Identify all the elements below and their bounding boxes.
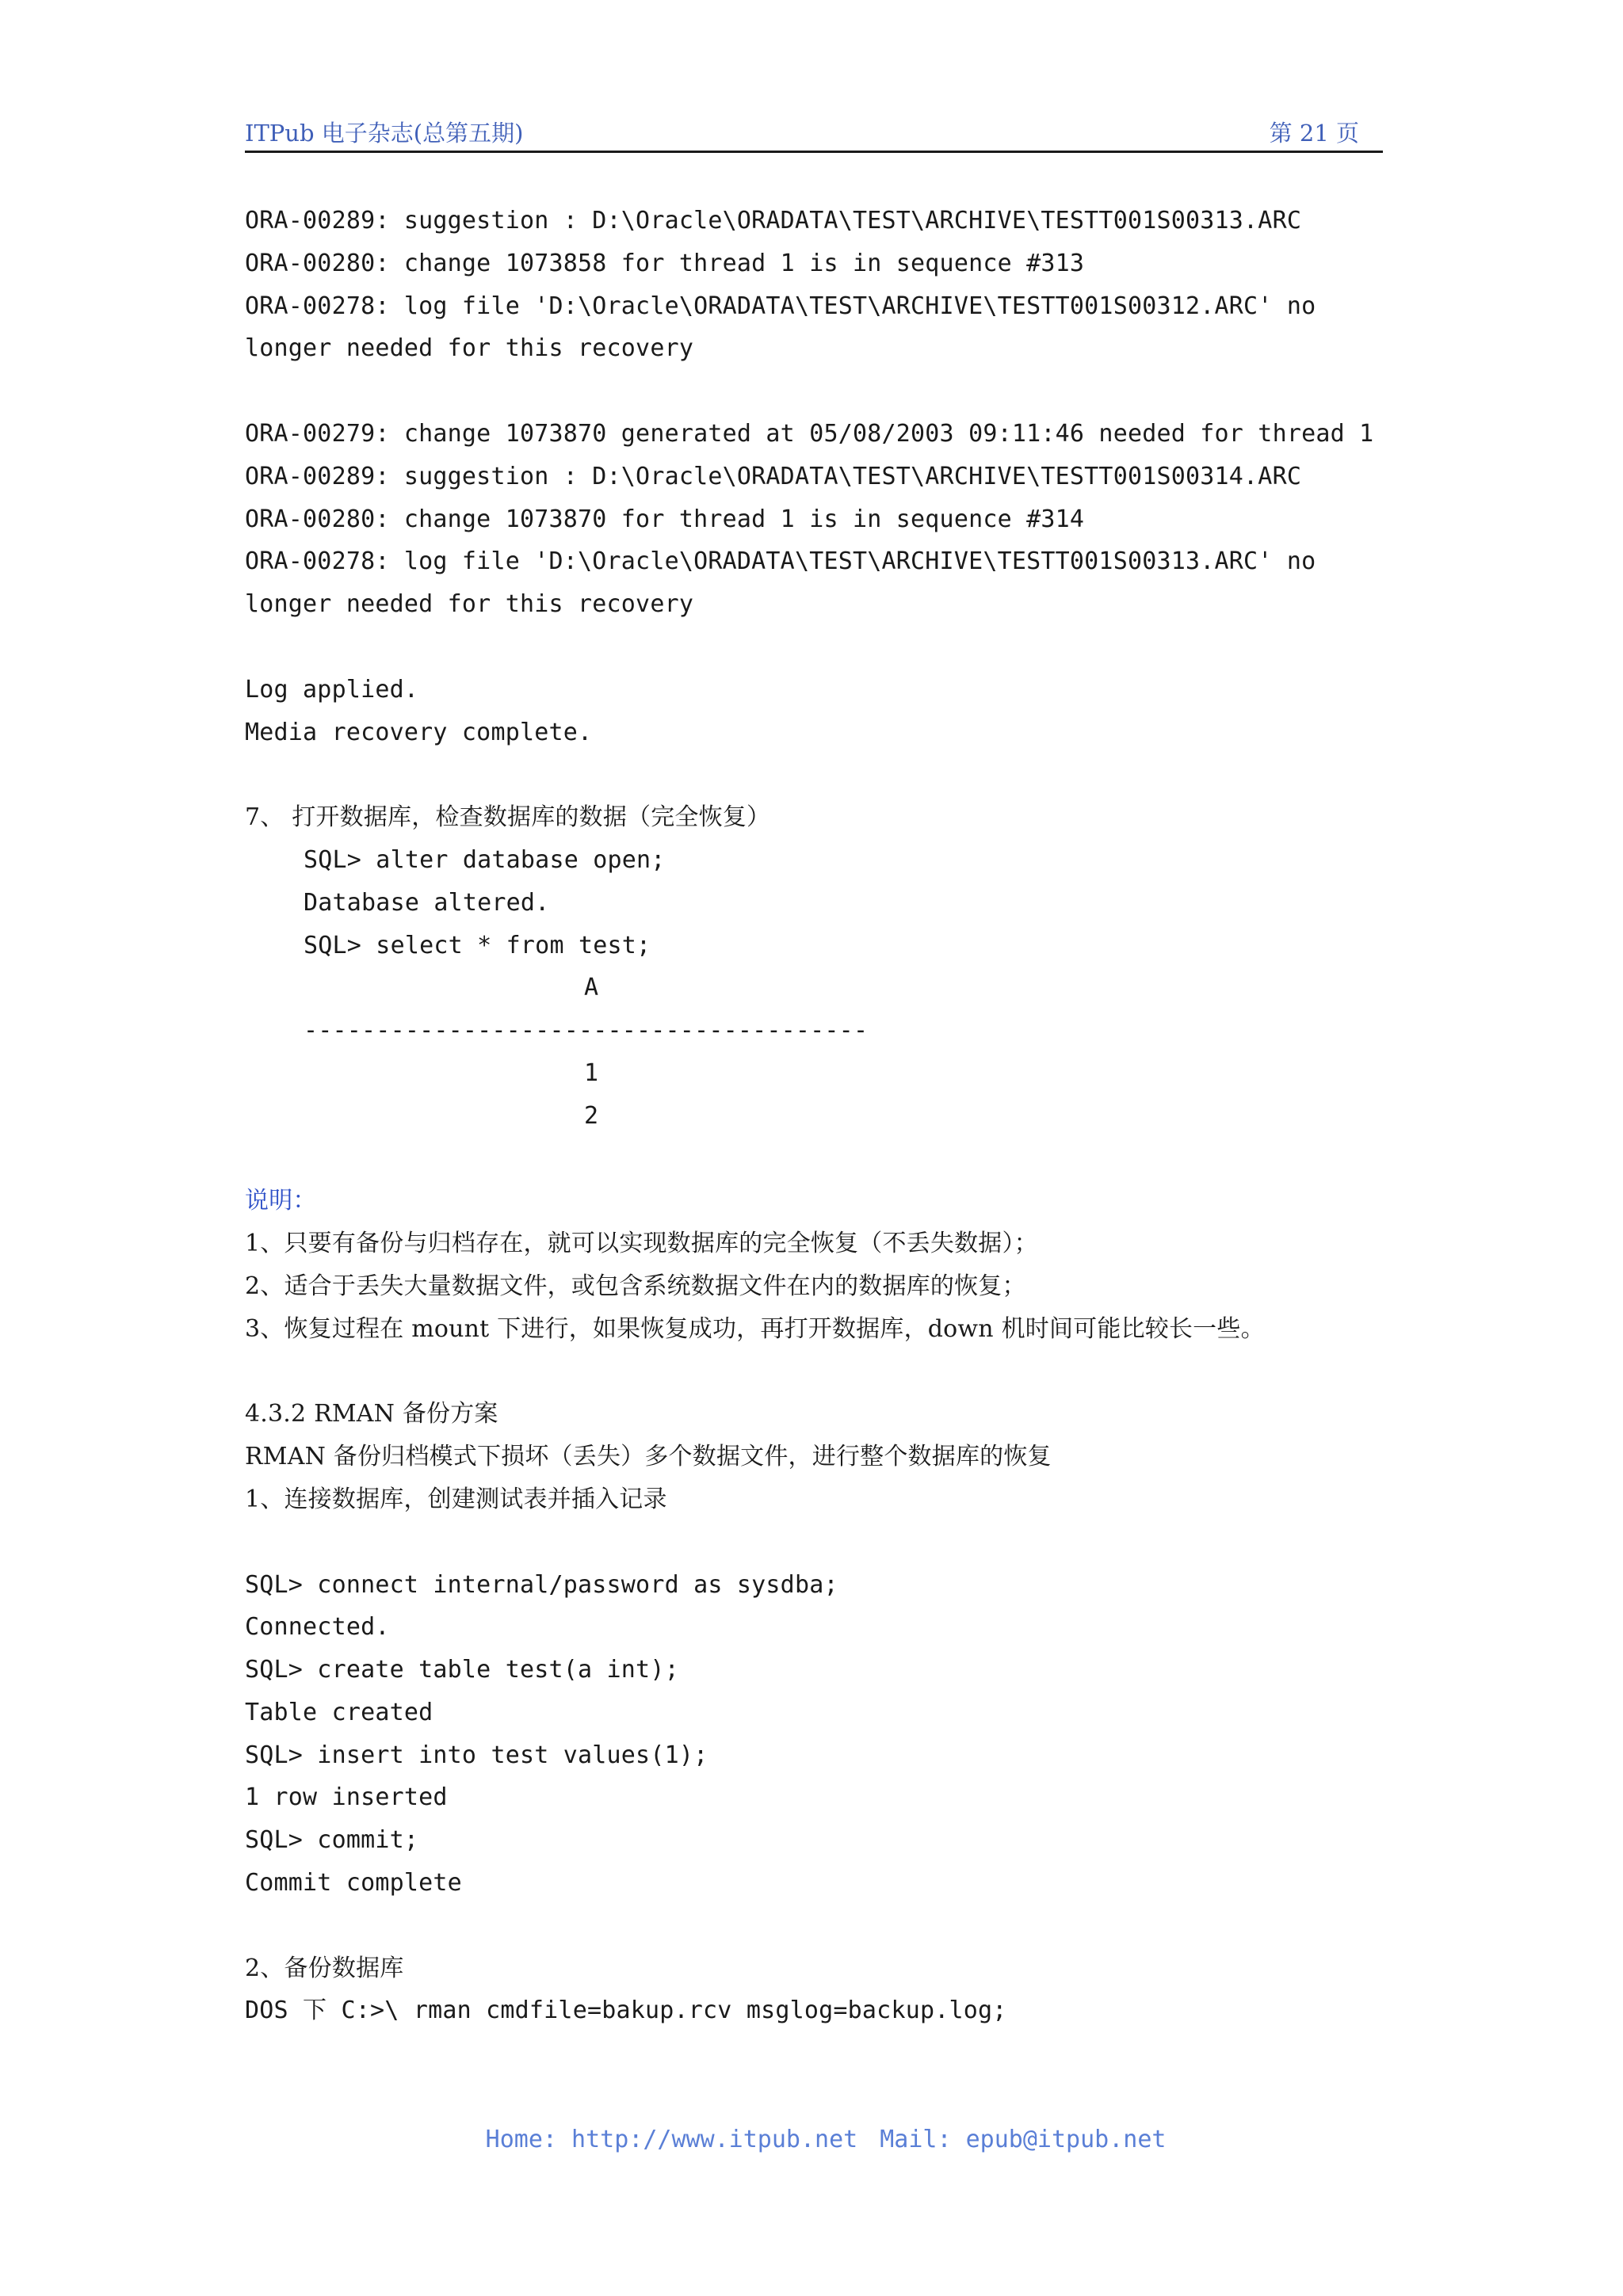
log-line: Log applied. bbox=[245, 675, 419, 704]
sql-line: SQL> insert into test values(1); bbox=[245, 1741, 708, 1769]
sql-line: Table created bbox=[245, 1698, 433, 1726]
page-body bbox=[245, 200, 1394, 2032]
note-item: 3、恢复过程在 mount 下进行，如果恢复成功，再打开数据库，down 机时间可能比较长一些。 bbox=[245, 1314, 1265, 1343]
note-item: 1、只要有备份与归档存在，就可以实现数据库的完全恢复（不丢失数据）； bbox=[245, 1230, 1038, 1258]
log-line: ORA-00280: change 1073870 for thread 1 is in sequence #314 bbox=[245, 505, 1085, 533]
blank-line bbox=[245, 1138, 1394, 1180]
sql-line: SQL> create table test(a int); bbox=[245, 1656, 679, 1684]
log-line: ORA-00278: log file 'D:\Oracle\ORADATA\TEST\ARCHIVE\TESTT001S00312.ARC' no bbox=[245, 292, 1316, 320]
log-line: Media recovery complete. bbox=[245, 718, 593, 746]
section-heading: 4.3.2 RMAN 备份方案 bbox=[245, 1400, 498, 1428]
log-line: ORA-00289: suggestion : D:\Oracle\ORADATA\TEST\ARCHIVE\TESTT001S00313.ARC bbox=[245, 207, 1302, 235]
sql-line: SQL> alter database open; bbox=[304, 845, 666, 874]
log-line: ORA-00278: log file 'D:\Oracle\ORADATA\TEST\ARCHIVE\TESTT001S00313.ARC' no bbox=[245, 547, 1316, 576]
sql-line: Database altered. bbox=[304, 888, 550, 917]
result-row: 1 bbox=[584, 1058, 599, 1087]
page-number: 第 21 页 bbox=[1269, 120, 1359, 147]
step2-heading: 2、备份数据库 bbox=[245, 1954, 404, 1982]
section-subtitle: RMAN 备份归档模式下损坏（丢失）多个数据文件，进行整个数据库的恢复 bbox=[245, 1443, 1052, 1471]
step7-heading: 7、 打开数据库，检查数据库的数据（完全恢复） bbox=[245, 803, 771, 832]
result-row: 2 bbox=[584, 1101, 599, 1130]
footer-home-link[interactable]: Home: http://www.itpub.net bbox=[485, 2126, 858, 2153]
log-line: ORA-00289: suggestion : D:\Oracle\ORADATA\TEST\ARCHIVE\TESTT001S00314.ARC bbox=[245, 462, 1302, 490]
blank-line bbox=[245, 753, 1394, 796]
log-line: longer needed for this recovery bbox=[245, 334, 694, 363]
blank-line bbox=[245, 1905, 1394, 1947]
page-footer bbox=[0, 2098, 1623, 2153]
notes-title: 说明： bbox=[245, 1187, 317, 1215]
blank-line bbox=[245, 370, 1394, 413]
blank-line bbox=[245, 1351, 1394, 1394]
note-item: 2、适合于丢失大量数据文件，或包含系统数据文件在内的数据库的恢复； bbox=[245, 1272, 1026, 1300]
result-separator: --------------------------------------- bbox=[304, 1016, 869, 1045]
log-line: ORA-00279: change 1073870 generated at 05/08/2003 09:11:46 needed for thread 1 bbox=[245, 419, 1374, 448]
sql-line: SQL> connect internal/password as sysdba; bbox=[245, 1570, 838, 1599]
log-line: ORA-00280: change 1073858 for thread 1 is in sequence #313 bbox=[245, 249, 1085, 277]
dos-command: DOS 下 C:>\ rman cmdfile=bakup.rcv msglog=backup.log; bbox=[245, 1997, 1007, 2025]
page-header bbox=[245, 113, 1383, 153]
log-line: longer needed for this recovery bbox=[245, 590, 694, 619]
sql-line: 1 row inserted bbox=[245, 1783, 448, 1812]
sql-line: SQL> commit; bbox=[245, 1826, 419, 1855]
blank-line bbox=[245, 1521, 1394, 1564]
sql-line: Connected. bbox=[245, 1613, 390, 1642]
blank-line bbox=[245, 626, 1394, 669]
result-column-header: A bbox=[584, 974, 599, 1002]
footer-mail-link[interactable]: Mail: epub@itpub.net bbox=[880, 2126, 1167, 2153]
sql-line: Commit complete bbox=[245, 1869, 462, 1897]
sql-line: SQL> select * from test; bbox=[304, 931, 651, 959]
magazine-title: ITPub 电子杂志(总第五期) bbox=[245, 120, 524, 147]
step1-heading: 1、连接数据库，创建测试表并插入记录 bbox=[245, 1485, 667, 1513]
